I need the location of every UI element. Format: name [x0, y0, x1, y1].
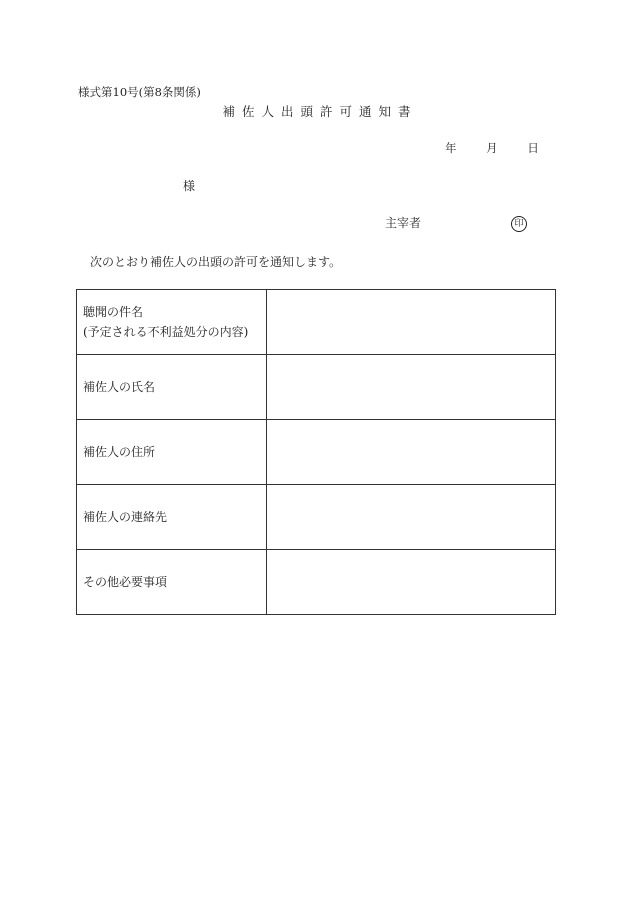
row-label: [77, 290, 267, 355]
row-label: [77, 355, 267, 420]
document-title: 補佐人出頭許可通知書: [222, 104, 418, 119]
row-value-assistant-name[interactable]: [267, 355, 556, 420]
addressee-suffix: 様: [183, 179, 196, 193]
day-label: 日: [527, 141, 539, 155]
table-row: [77, 550, 556, 615]
row-label-subline: (予定される不利益処分の内容): [83, 325, 249, 339]
row-label: [77, 420, 267, 485]
row-label-line: 聴聞の件名: [83, 304, 144, 319]
month-label: 月: [486, 141, 498, 155]
year-label: 年: [445, 141, 457, 155]
seal-mark: 印: [511, 216, 527, 232]
form-number: 様式第10号(第8条関係): [78, 85, 201, 99]
row-label: [77, 485, 267, 550]
table-row: [77, 485, 556, 550]
row-label: [77, 550, 267, 615]
row-label-line: 補佐人の連絡先: [83, 509, 168, 524]
row-label-line: その他必要事項: [83, 574, 168, 589]
date-line: [445, 143, 539, 155]
row-value-assistant-contact[interactable]: [267, 485, 556, 550]
intro-text: 次のとおり補佐人の出頭の許可を通知します。: [90, 255, 342, 269]
row-label-line: 補佐人の住所: [83, 444, 156, 459]
row-label-line: 補佐人の氏名: [83, 379, 156, 394]
row-value-hearing-subject[interactable]: [267, 290, 556, 355]
table-row: [77, 290, 556, 355]
notice-table: [76, 289, 556, 615]
row-value-assistant-address[interactable]: [267, 420, 556, 485]
table-row: [77, 420, 556, 485]
presider-label: 主宰者: [385, 216, 422, 230]
table-row: [77, 355, 556, 420]
row-value-other-items[interactable]: [267, 550, 556, 615]
